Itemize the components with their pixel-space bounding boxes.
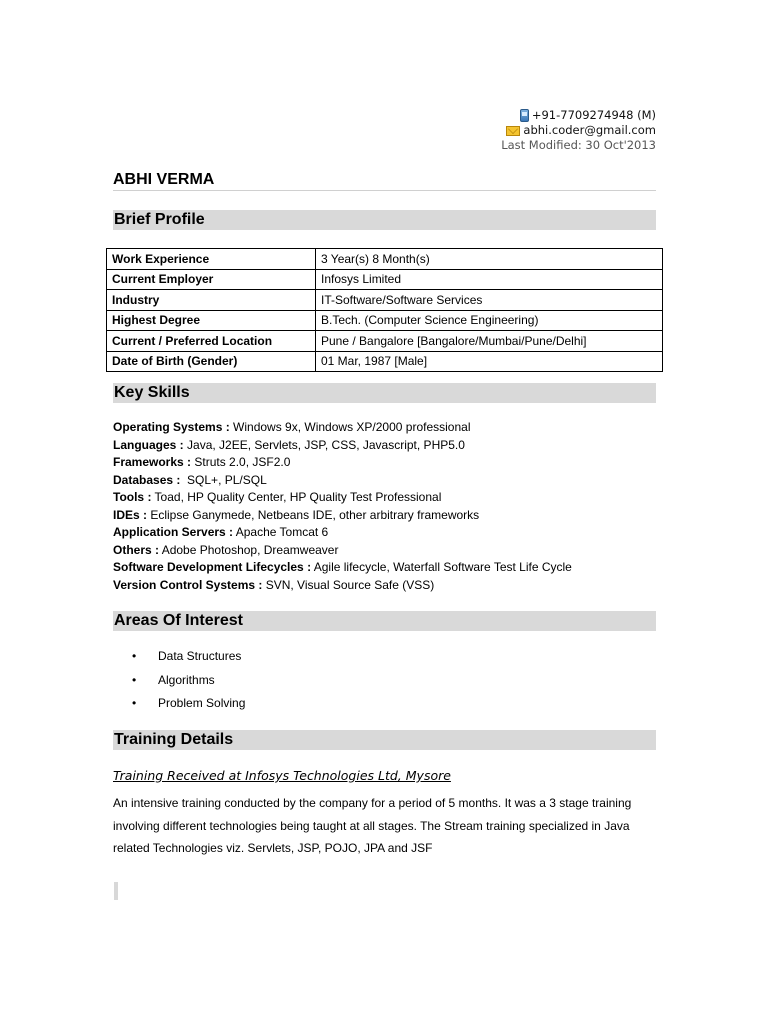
profile-value: IT-Software/Software Services (316, 290, 663, 311)
skill-line (113, 489, 572, 507)
last-modified: Last Modified: 30 Oct'2013 (501, 138, 656, 152)
skill-line (113, 542, 572, 560)
profile-key: Highest Degree (107, 310, 316, 331)
section-title: Areas Of Interest (114, 612, 243, 629)
bullet-icon: • (132, 649, 137, 663)
skills-list (113, 419, 572, 594)
bullet-icon: • (132, 696, 137, 710)
skill-label: Application Servers : (113, 525, 234, 539)
profile-value: 01 Mar, 1987 [Male] (316, 351, 663, 372)
skill-line (113, 577, 572, 595)
text-cursor (114, 882, 118, 900)
skill-label: Version Control Systems : (113, 577, 263, 592)
profile-key: Current / Preferred Location (107, 331, 316, 352)
profile-key: Industry (107, 290, 316, 311)
training-heading: Training Received at Infosys Technologies Ltd, Mysore (113, 768, 451, 783)
section-header-areas-of-interest (113, 611, 656, 631)
skill-line (113, 507, 572, 525)
skill-value: Apache Tomcat 6 (233, 525, 329, 539)
mobile-phone-icon (520, 109, 529, 122)
profile-row (107, 290, 663, 311)
profile-row (107, 249, 663, 270)
candidate-name: ABHI VERMA (113, 171, 215, 188)
profile-key: Current Employer (107, 269, 316, 290)
envelope-icon (506, 126, 520, 136)
phone-row (501, 108, 656, 123)
skill-line (113, 559, 572, 577)
interest-label: Problem Solving (158, 696, 246, 710)
section-title: Brief Profile (114, 211, 205, 228)
skill-value: Eclipse Ganymede, Netbeans IDE, other arbitrary frameworks (147, 507, 480, 522)
training-description: An intensive training conducted by the company for a period of 5 months. It was a 3 stage training involving different technologies being taught at all stages. The Stream training specialized in Java related Technologies viz. Servlets, JSP, POJO, JPA and JSF (113, 796, 632, 855)
skill-label: Software Development Lifecycles : (113, 560, 312, 574)
skill-label: Others : (113, 542, 160, 557)
skill-label: Languages : (113, 437, 184, 452)
interest-item (113, 693, 245, 717)
skill-label: Frameworks : (113, 455, 192, 469)
profile-value: Pune / Bangalore [Bangalore/Mumbai/Pune/Delhi] (316, 331, 663, 352)
interest-item (113, 646, 245, 670)
interest-label: Data Structures (158, 649, 242, 663)
skill-value: Adobe Photoshop, Dreamweaver (159, 542, 339, 557)
profile-value: 3 Year(s) 8 Month(s) (316, 249, 663, 270)
profile-table (106, 248, 663, 372)
skill-label: Databases : (113, 472, 181, 487)
skill-line (113, 419, 572, 437)
skill-value: SVN, Visual Source Safe (VSS) (262, 577, 435, 592)
contact-block (501, 108, 656, 153)
profile-row (107, 310, 663, 331)
section-header-brief-profile (113, 210, 656, 230)
skill-label: Operating Systems : (113, 420, 230, 434)
skill-value: Java, J2EE, Servlets, JSP, CSS, Javascript, PHP5.0 (183, 437, 465, 452)
skill-value: Agile lifecycle, Waterfall Software Test Life Cycle (311, 560, 572, 574)
section-header-training-details (113, 730, 656, 750)
profile-key: Work Experience (107, 249, 316, 270)
profile-key: Date of Birth (Gender) (107, 351, 316, 372)
skill-value: Struts 2.0, JSF2.0 (191, 455, 291, 469)
profile-row (107, 269, 663, 290)
profile-row (107, 331, 663, 352)
skill-line (113, 454, 572, 472)
skill-value: Windows 9x, Windows XP/2000 professional (229, 420, 471, 434)
interest-item (113, 670, 245, 694)
skill-line (113, 437, 572, 455)
skill-line (113, 524, 572, 542)
skill-line (113, 472, 572, 490)
bullet-icon: • (132, 672, 137, 687)
email-address[interactable]: abhi.coder@gmail.com (523, 123, 656, 137)
section-title: Training Details (114, 731, 234, 748)
skill-label: IDEs : (113, 507, 148, 522)
section-title: Key Skills (114, 384, 190, 401)
skill-value: Toad, HP Quality Center, HP Quality Test Professional (151, 490, 442, 504)
section-header-key-skills (113, 383, 656, 403)
name-divider (113, 190, 656, 191)
skill-label: Tools : (113, 490, 152, 504)
email-row (501, 123, 656, 138)
profile-value: B.Tech. (Computer Science Engineering) (316, 310, 663, 331)
phone-number: +91-7709274948 (M) (531, 108, 656, 122)
skill-value: SQL+, PL/SQL (180, 472, 267, 487)
interest-list (113, 646, 245, 717)
profile-value: Infosys Limited (316, 269, 663, 290)
profile-row (107, 351, 663, 372)
interest-label: Algorithms (158, 672, 215, 687)
